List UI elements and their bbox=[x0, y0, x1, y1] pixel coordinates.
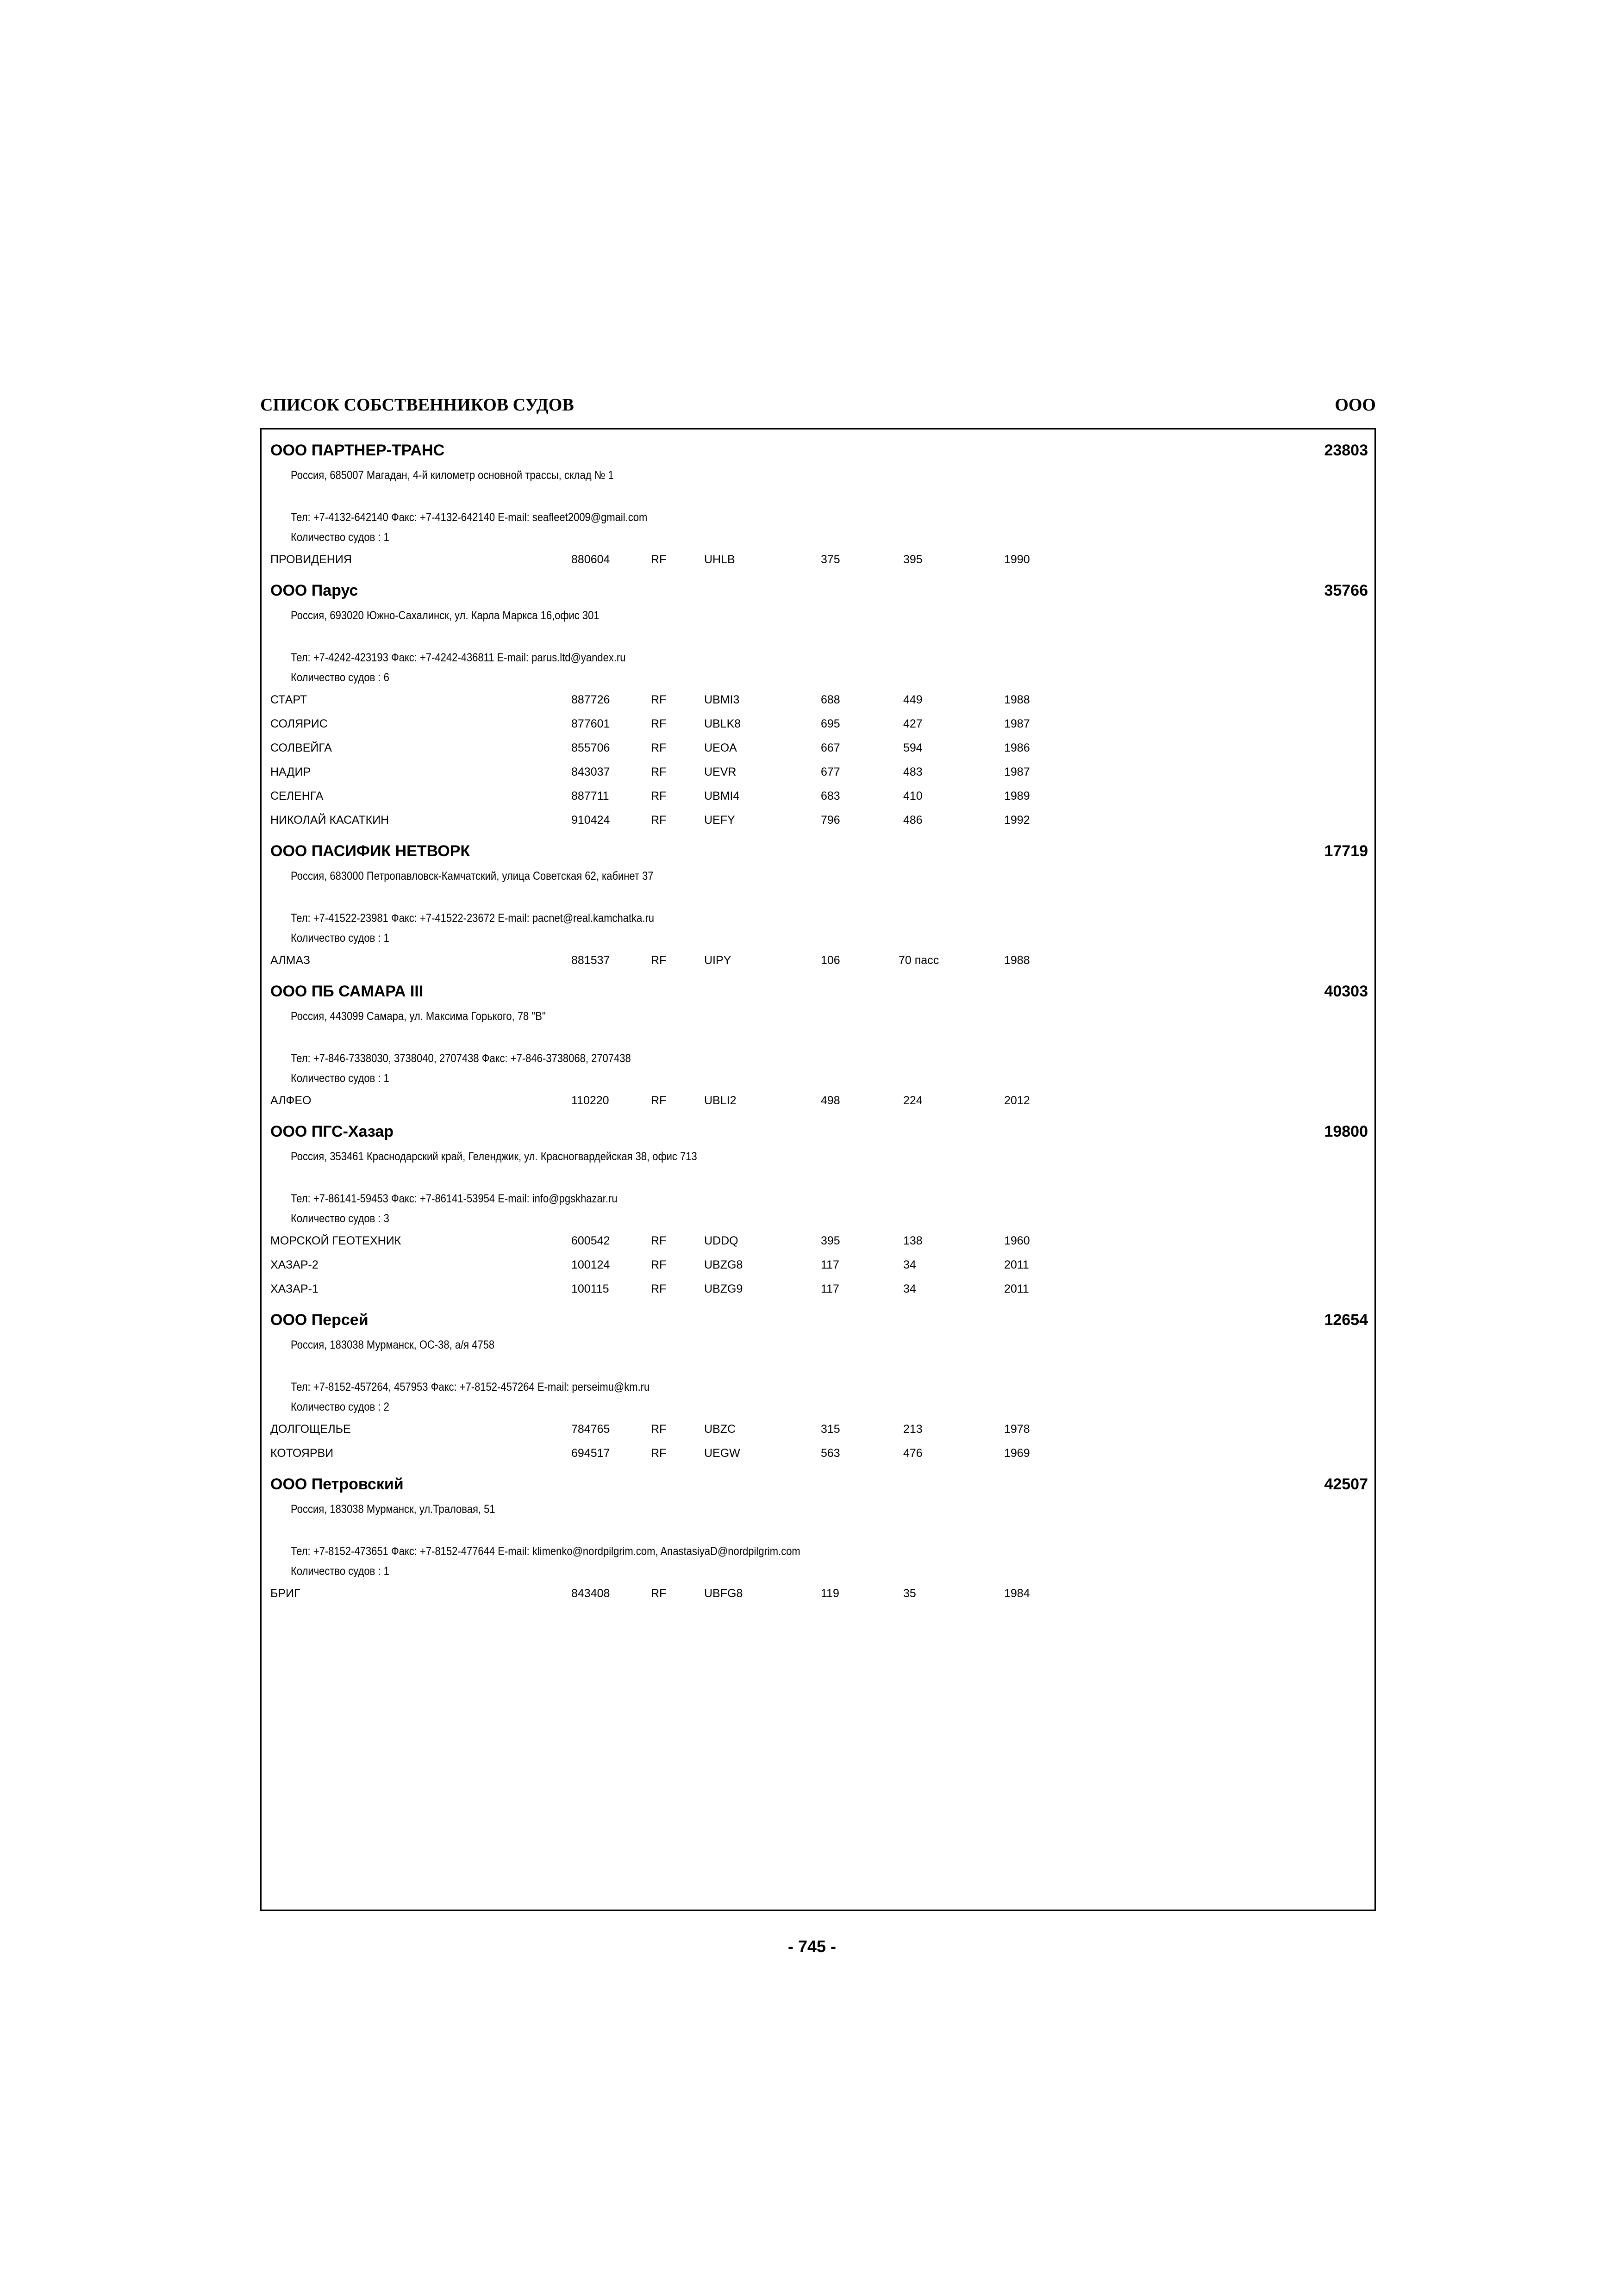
ship-year: 1960 bbox=[1004, 1234, 1030, 1247]
company-code: 40303 bbox=[1324, 983, 1368, 1000]
company-contacts: Тел: +7-4132-642140 Факс: +7-4132-642140 E-mail: seafleet2009@gmail.com bbox=[291, 511, 648, 524]
company-address: Россия, 183038 Мурманск, ОС-38, а/я 4758 bbox=[291, 1338, 495, 1351]
company-entry bbox=[270, 1475, 1374, 1605]
ship-callsign: UBMI4 bbox=[704, 790, 740, 803]
ship-callsign: UEOA bbox=[704, 741, 737, 754]
company-entry bbox=[270, 1123, 1374, 1301]
ship-row bbox=[270, 760, 1374, 784]
ship-value-1: 117 bbox=[821, 1282, 839, 1295]
ship-row bbox=[270, 808, 1374, 832]
ship-count: Количество судов : 2 bbox=[291, 1400, 389, 1413]
ship-flag: RF bbox=[651, 790, 667, 803]
ship-value-2: 483 bbox=[903, 765, 923, 778]
ship-flag: RF bbox=[651, 741, 667, 754]
ship-year: 2011 bbox=[1004, 1258, 1029, 1271]
ship-value-2: 224 bbox=[903, 1094, 923, 1107]
ship-name: ХАЗАР-2 bbox=[270, 1258, 319, 1271]
company-address: Россия, 693020 Южно-Сахалинск, ул. Карла Маркса 16,офис 301 bbox=[291, 609, 600, 622]
ship-count: Количество судов : 1 bbox=[291, 1565, 389, 1578]
ship-callsign: UBZC bbox=[704, 1423, 736, 1436]
ship-number: 887711 bbox=[571, 790, 609, 803]
ship-flag: RF bbox=[651, 765, 667, 778]
ship-value-2: 138 bbox=[903, 1234, 923, 1247]
company-header bbox=[270, 442, 1374, 466]
ship-value-1: 796 bbox=[821, 814, 840, 827]
ship-value-1: 375 bbox=[821, 553, 840, 566]
ship-name: ХАЗАР-1 bbox=[270, 1282, 319, 1295]
ship-count: Количество судов : 6 bbox=[291, 671, 389, 684]
ship-callsign: UBZG9 bbox=[704, 1282, 743, 1295]
ship-flag: RF bbox=[651, 1423, 667, 1436]
spacer bbox=[270, 1355, 1374, 1377]
ship-name: ДОЛГОЩЕЛЬЕ bbox=[270, 1423, 351, 1436]
ship-name: СТАРТ bbox=[270, 693, 307, 706]
ship-count: Количество судов : 1 bbox=[291, 1072, 389, 1085]
company-address: Россия, 443099 Самара, ул. Максима Горького, 78 "В" bbox=[291, 1010, 546, 1023]
ship-callsign: UBLK8 bbox=[704, 717, 741, 730]
ship-row bbox=[270, 736, 1374, 760]
ship-number: 887726 bbox=[571, 693, 610, 706]
ship-number: 910424 bbox=[571, 814, 610, 827]
ship-flag: RF bbox=[651, 1587, 667, 1600]
ship-value-2: 449 bbox=[903, 693, 923, 706]
company-name: ООО Петровский bbox=[270, 1475, 404, 1493]
ship-year: 1992 bbox=[1004, 814, 1030, 827]
ship-flag: RF bbox=[651, 1094, 667, 1107]
ship-year: 1989 bbox=[1004, 790, 1030, 803]
ship-row bbox=[270, 548, 1374, 572]
owners-list-frame bbox=[260, 428, 1376, 1911]
ship-number: 100115 bbox=[571, 1282, 609, 1295]
ship-flag: RF bbox=[651, 954, 667, 967]
ship-count: Количество судов : 1 bbox=[291, 932, 389, 945]
company-code: 12654 bbox=[1324, 1311, 1368, 1329]
ship-flag: RF bbox=[651, 693, 667, 706]
ship-name: БРИГ bbox=[270, 1587, 300, 1600]
spacer bbox=[270, 1519, 1374, 1542]
ship-number: 600542 bbox=[571, 1234, 610, 1247]
ship-flag: RF bbox=[651, 1447, 667, 1460]
ship-row bbox=[270, 712, 1374, 736]
ship-flag: RF bbox=[651, 717, 667, 730]
ship-value-2: 395 bbox=[903, 553, 923, 566]
ship-value-1: 117 bbox=[821, 1258, 839, 1271]
ship-callsign: UBLI2 bbox=[704, 1094, 737, 1107]
company-code: 19800 bbox=[1324, 1123, 1368, 1140]
company-contacts: Тел: +7-8152-457264, 457953 Факс: +7-8152-457264 E-mail: perseimu@km.ru bbox=[291, 1381, 650, 1394]
company-entry bbox=[270, 582, 1374, 832]
company-entry bbox=[270, 842, 1374, 972]
ship-name: ПРОВИДЕНИЯ bbox=[270, 553, 352, 566]
ship-value-2: 70 пасс bbox=[899, 954, 939, 967]
ship-count: Количество судов : 1 bbox=[291, 531, 389, 544]
ship-row bbox=[270, 1441, 1374, 1465]
company-name: ООО Персей bbox=[270, 1311, 369, 1329]
ship-callsign: UIPY bbox=[704, 954, 731, 967]
ship-value-2: 594 bbox=[903, 741, 923, 754]
spacer bbox=[270, 1167, 1374, 1189]
ship-callsign: UHLB bbox=[704, 553, 735, 566]
company-name: ООО ПАСИФИК НЕТВОРК bbox=[270, 842, 470, 860]
ship-value-1: 683 bbox=[821, 790, 840, 803]
ship-value-2: 35 bbox=[903, 1587, 916, 1600]
company-name: ООО ПАРТНЕР-ТРАНС bbox=[270, 442, 445, 459]
ship-name: НИКОЛАЙ КАСАТКИН bbox=[270, 814, 389, 827]
company-entry bbox=[270, 442, 1374, 572]
ship-value-1: 677 bbox=[821, 765, 840, 778]
ship-value-1: 695 bbox=[821, 717, 840, 730]
company-address: Россия, 683000 Петропавловск-Камчатский, улица Советская 62, кабинет 37 bbox=[291, 870, 654, 883]
ship-number: 855706 bbox=[571, 741, 610, 754]
ship-value-1: 563 bbox=[821, 1447, 840, 1460]
ship-number: 110220 bbox=[571, 1094, 609, 1107]
ship-value-2: 213 bbox=[903, 1423, 923, 1436]
company-header bbox=[270, 1311, 1374, 1335]
ship-name: АЛМАЗ bbox=[270, 954, 310, 967]
ship-value-1: 395 bbox=[821, 1234, 840, 1247]
ship-callsign: UEGW bbox=[704, 1447, 740, 1460]
ship-number: 881537 bbox=[571, 954, 610, 967]
ship-row bbox=[270, 948, 1374, 972]
ship-year: 1987 bbox=[1004, 765, 1030, 778]
company-name: ООО ПБ САМАРА III bbox=[270, 983, 424, 1000]
company-name: ООО ПГС-Хазар bbox=[270, 1123, 394, 1140]
ship-name: КОТОЯРВИ bbox=[270, 1447, 334, 1460]
company-code: 23803 bbox=[1324, 442, 1368, 459]
ship-number: 880604 bbox=[571, 553, 610, 566]
ship-value-1: 667 bbox=[821, 741, 840, 754]
spacer bbox=[270, 1027, 1374, 1049]
spacer bbox=[270, 485, 1374, 508]
company-code: 35766 bbox=[1324, 582, 1368, 599]
company-header bbox=[270, 1123, 1374, 1147]
company-header bbox=[270, 983, 1374, 1007]
ship-number: 100124 bbox=[571, 1258, 610, 1271]
ship-row bbox=[270, 784, 1374, 808]
ship-value-1: 498 bbox=[821, 1094, 840, 1107]
ship-callsign: UBZG8 bbox=[704, 1258, 743, 1271]
ship-number: 784765 bbox=[571, 1423, 610, 1436]
ship-name: АЛФЕО bbox=[270, 1094, 312, 1107]
ship-value-2: 476 bbox=[903, 1447, 923, 1460]
ship-callsign: UBFG8 bbox=[704, 1587, 743, 1600]
page-header bbox=[260, 391, 1376, 419]
ship-flag: RF bbox=[651, 1234, 667, 1247]
company-contacts: Тел: +7-4242-423193 Факс: +7-4242-436811 E-mail: parus.ltd@yandex.ru bbox=[291, 651, 626, 664]
ship-year: 1990 bbox=[1004, 553, 1030, 566]
ship-count: Количество судов : 3 bbox=[291, 1212, 389, 1225]
ship-name: СОЛВЕЙГА bbox=[270, 741, 332, 754]
ship-number: 843408 bbox=[571, 1587, 610, 1600]
company-address: Россия, 685007 Магадан, 4-й километр основной трассы, склад № 1 bbox=[291, 469, 614, 482]
ship-year: 2011 bbox=[1004, 1282, 1029, 1295]
ship-number: 843037 bbox=[571, 765, 610, 778]
spacer bbox=[270, 886, 1374, 908]
company-entry bbox=[270, 1311, 1374, 1465]
company-contacts: Тел: +7-846-7338030, 3738040, 2707438 Факс: +7-846-3738068, 2707438 bbox=[291, 1052, 631, 1065]
ship-name: НАДИР bbox=[270, 765, 311, 778]
ship-year: 1988 bbox=[1004, 693, 1030, 706]
page-number: - 745 - bbox=[787, 1937, 837, 1956]
company-contacts: Тел: +7-8152-473651 Факс: +7-8152-477644 E-mail: klimenko@nordpilgrim.com, AnastasiyaD@nordpilgrim.com bbox=[291, 1545, 800, 1558]
company-header bbox=[270, 582, 1374, 606]
ship-value-1: 106 bbox=[821, 954, 840, 967]
ship-value-2: 34 bbox=[903, 1258, 916, 1271]
ship-year: 2012 bbox=[1004, 1094, 1030, 1107]
company-contacts: Тел: +7-86141-59453 Факс: +7-86141-53954 E-mail: info@pgskhazar.ru bbox=[291, 1192, 618, 1205]
ship-year: 1986 bbox=[1004, 741, 1030, 754]
ship-name: СЕЛЕНГА bbox=[270, 790, 324, 803]
ship-value-2: 410 bbox=[903, 790, 923, 803]
section-label: ООО bbox=[1335, 395, 1376, 415]
ship-row bbox=[270, 1253, 1374, 1277]
ship-value-1: 119 bbox=[821, 1587, 839, 1600]
ship-row bbox=[270, 1581, 1374, 1605]
ship-callsign: UEVR bbox=[704, 765, 737, 778]
ship-row bbox=[270, 1229, 1374, 1253]
ship-callsign: UDDQ bbox=[704, 1234, 738, 1247]
ship-number: 694517 bbox=[571, 1447, 610, 1460]
ship-flag: RF bbox=[651, 1282, 667, 1295]
ship-year: 1978 bbox=[1004, 1423, 1030, 1436]
spacer bbox=[270, 626, 1374, 648]
page-title: СПИСОК СОБСТВЕННИКОВ СУДОВ bbox=[260, 395, 574, 415]
company-entry bbox=[270, 983, 1374, 1113]
company-header bbox=[270, 1475, 1374, 1500]
ship-name: МОРСКОЙ ГЕОТЕХНИК bbox=[270, 1234, 401, 1247]
ship-year: 1988 bbox=[1004, 954, 1030, 967]
ship-flag: RF bbox=[651, 553, 667, 566]
ship-callsign: UEFY bbox=[704, 814, 735, 827]
ship-value-2: 486 bbox=[903, 814, 923, 827]
ship-flag: RF bbox=[651, 814, 667, 827]
ship-name: СОЛЯРИС bbox=[270, 717, 328, 730]
ship-row bbox=[270, 1417, 1374, 1441]
company-code: 17719 bbox=[1324, 842, 1368, 860]
ship-value-2: 427 bbox=[903, 717, 923, 730]
ship-row bbox=[270, 688, 1374, 712]
ship-value-1: 688 bbox=[821, 693, 840, 706]
company-address: Россия, 183038 Мурманск, ул.Траловая, 51 bbox=[291, 1503, 495, 1516]
ship-year: 1969 bbox=[1004, 1447, 1030, 1460]
company-address: Россия, 353461 Краснодарский край, Геленджик, ул. Красногвардейская 38, офис 713 bbox=[291, 1150, 697, 1163]
company-contacts: Тел: +7-41522-23981 Факс: +7-41522-23672 E-mail: pacnet@real.kamchatka.ru bbox=[291, 912, 655, 925]
ship-year: 1987 bbox=[1004, 717, 1030, 730]
ship-value-1: 315 bbox=[821, 1423, 840, 1436]
company-list bbox=[270, 442, 1374, 1616]
ship-flag: RF bbox=[651, 1258, 667, 1271]
ship-number: 877601 bbox=[571, 717, 610, 730]
ship-row bbox=[270, 1277, 1374, 1301]
ship-year: 1984 bbox=[1004, 1587, 1030, 1600]
company-header bbox=[270, 842, 1374, 866]
ship-value-2: 34 bbox=[903, 1282, 916, 1295]
company-name: ООО Парус bbox=[270, 582, 358, 599]
company-code: 42507 bbox=[1324, 1475, 1368, 1493]
ship-row bbox=[270, 1089, 1374, 1113]
ship-callsign: UBMI3 bbox=[704, 693, 740, 706]
